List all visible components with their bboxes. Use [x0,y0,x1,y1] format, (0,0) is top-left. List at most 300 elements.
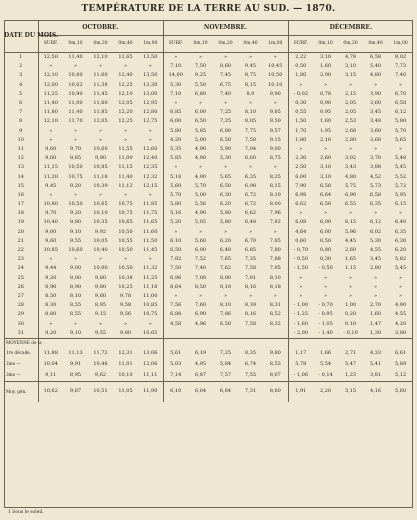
average-cell: 10,46 [93,360,108,367]
reading-cell: 8,75 [244,72,257,79]
reading-cell: 9,70 [69,145,82,152]
reading-cell: 6,58 [395,100,407,107]
reading-cell: 6,90 [194,311,207,318]
reading-cell: 2,70 [369,302,382,309]
reading-cell: 9,45 [244,63,257,70]
reading-cell: 12,95 [143,100,158,107]
reading-cell: 2,68 [344,127,357,134]
reading-cell: 11,00 [68,100,83,107]
average-cell: - 1,06 [288,370,313,382]
reading-cell: 11,25 [38,90,63,99]
empty-cell [338,338,363,348]
reading-cell: 6,20 [219,201,232,208]
reading-cell: 12,20 [118,109,133,116]
table-row [4,136,413,145]
empty-cell [88,338,113,348]
reading-cell: 10,75 [118,201,133,208]
reading-cell: 11,45 [143,247,158,254]
average-cell: 8,95 [69,371,82,378]
reading-cell: 0,78 [319,90,332,97]
reading-cell: 6,88 [163,310,188,319]
reading-cell: 9,85 [69,155,82,162]
average-cell: 5,12 [395,371,407,378]
reading-cell: » [223,100,228,107]
table-row [4,145,413,154]
reading-cell: » [288,81,313,90]
reading-cell: 6,20 [219,237,232,244]
reading-cell: 5,80 [219,210,232,217]
reading-cell: 8,00 [269,201,281,208]
reading-cell: » [163,228,188,237]
depth-header-december-0: SURF. [288,36,313,53]
reading-cell: » [349,210,353,217]
reading-cell: 9,00 [269,145,281,152]
reading-cell: » [163,53,188,63]
reading-cell: 6,12 [369,219,382,226]
reading-cell: - 0,10 [343,329,358,336]
reading-cell: » [38,127,63,136]
reading-cell: » [148,191,152,198]
reading-cell: 6,75 [219,81,232,88]
reading-cell: 5,95 [395,191,407,198]
reading-cell: » [148,136,152,143]
reading-cell: » [98,256,103,263]
reading-cell: - 1,40 [318,329,333,336]
reading-cell: 10,85 [38,246,63,255]
reading-cell: » [123,136,128,143]
reading-cell: » [324,283,328,290]
day-number: 4 [4,81,38,90]
reading-cell: 11,40 [118,173,133,180]
reading-cell: » [399,81,403,88]
reading-cell: 7,40 [194,265,207,272]
month-header-row [4,20,413,36]
reading-cell: » [73,320,78,327]
reading-cell: » [73,63,78,70]
reading-cell [188,329,213,339]
reading-cell: 6,00 [288,172,313,181]
reading-cell: 8,50 [38,292,63,301]
depth-header-november-3: 0m,40 [238,36,263,53]
reading-cell: 6,00 [194,109,207,116]
reading-cell: 6,50 [219,136,232,143]
monthly-average-row [4,381,413,402]
reading-cell: 4,78 [344,54,357,61]
reading-cell: 2,10 [319,136,332,143]
empty-cell [138,338,163,348]
reading-cell: 8,00 [219,274,232,281]
reading-cell: 2,05 [344,100,357,107]
day-number: 20 [4,228,38,237]
average-cell: 9,62 [94,371,107,378]
reading-cell: 11,18 [93,173,108,180]
reading-cell: 4,20 [395,320,407,327]
reading-cell: 5,20 [163,218,188,227]
reading-cell: 12,35 [143,164,158,171]
reading-cell: 5,70 [395,127,407,134]
reading-cell: » [399,292,403,299]
reading-cell: 2,60 [319,155,332,162]
reading-cell: 8,18 [269,283,281,290]
reading-cell: 8,52 [269,311,281,318]
reading-cell: 8,10 [244,109,257,116]
reading-cell: » [288,292,313,301]
reading-cell: 9,20 [69,210,82,217]
reading-cell: 6,64 [319,191,332,198]
reading-cell: 9,15 [94,311,107,318]
reading-cell: 0,20 [344,311,357,318]
average-cell: 7,57 [219,371,232,378]
averages-heading: MOYENNE de la [4,338,38,348]
reading-cell: 9,80 [119,329,132,336]
reading-cell: 2,60 [344,247,357,254]
reading-cell: 5,80 [163,127,188,136]
day-number: 27 [4,292,38,301]
reading-cell: 1,15 [344,265,357,272]
average-cell: 6,61 [395,349,407,356]
reading-cell: - 0,95 [318,311,333,318]
reading-cell: » [123,191,128,198]
reading-cell: 2,22 [288,53,313,63]
reading-cell: 11,12 [118,182,133,189]
reading-cell: » [248,100,253,107]
day-number: 8 [4,117,38,126]
average-cell: 5,41 [369,360,382,367]
reading-cell: 5,52 [395,173,407,180]
average-cell: 9,91 [69,360,82,367]
reading-cell: 6,35 [369,201,382,208]
day-number: 21 [4,237,38,246]
day-number: 29 [4,310,38,319]
average-cell: 5,61 [163,348,188,359]
reading-cell: 6,40 [395,219,407,226]
monthly-average-cell: 10,62 [38,381,63,402]
depth-header-row [4,36,413,53]
reading-cell: 11,18 [143,283,158,290]
page-title: TEMPÉRATURE DE LA TERRE AU SUD. — 1870. [81,4,336,14]
day-number: 2 [4,62,38,71]
reading-cell: 10,10 [93,210,108,217]
reading-cell: 4,55 [395,311,407,318]
reading-cell: » [399,274,403,281]
reading-cell: 6,85 [163,108,188,117]
table-row [4,209,413,218]
reading-cell: » [374,292,378,299]
reading-cell: » [288,274,313,283]
reading-cell: 8,10 [219,302,232,309]
reading-cell: 9,90 [94,155,107,162]
day-number: 10 [4,136,38,145]
reading-cell: 6,50 [319,201,332,208]
average-cell: 12,31 [118,349,133,356]
reading-cell: 1,80 [288,136,313,145]
reading-cell: 7,10 [163,90,188,99]
reading-cell: » [399,210,403,217]
reading-cell: 5,96 [344,228,357,235]
reading-cell: 4,90 [194,210,207,217]
reading-cell: 9,70 [38,209,63,218]
day-number: 24 [4,264,38,273]
reading-cell: » [324,274,328,281]
reading-cell: » [163,99,188,108]
reading-cell: 7,25 [219,118,232,125]
reading-cell [238,329,263,339]
reading-cell: 5,00 [194,191,207,198]
reading-cell: 5,73 [369,182,382,189]
reading-cell: » [148,320,152,327]
reading-cell: 10,10 [268,81,283,88]
reading-cell: 8,0 [246,90,255,97]
reading-cell: 9,20 [38,329,63,339]
empty-cell [388,338,413,348]
reading-cell: 12,00 [38,81,63,90]
empty-cell [63,338,88,348]
table-row [4,62,413,71]
monthly-average-cell: 4,16 [363,381,388,402]
reading-cell: 14,00 [163,71,188,80]
depth-header-november-2: 0m,20 [213,36,238,53]
reading-cell: » [349,145,353,152]
reading-cell: - 1,25 [288,310,313,319]
table-row [4,117,413,126]
depth-header-december-1: 0m,10 [313,36,338,53]
reading-cell: 6,08 [288,218,313,227]
reading-cell: 10,60 [68,247,83,254]
reading-cell: 10,62 [68,81,83,88]
reading-cell: 1,60 [319,118,332,125]
empty-cell [363,338,388,348]
reading-cell: 0,50 [319,237,332,244]
average-cell: 7,14 [163,370,188,382]
reading-cell: 7,50 [163,264,188,273]
day-number: 13 [4,163,38,172]
table-row [4,163,413,172]
reading-cell: 12,25 [118,81,133,88]
reading-cell: 6,00 [319,219,332,226]
reading-cell: 8,39 [244,302,257,309]
table-row [4,283,413,292]
reading-cell: 5,65 [219,173,232,180]
daily-readings [4,53,413,339]
reading-cell: 7,04 [244,145,257,152]
reading-cell: » [223,54,228,61]
reading-cell: 11,60 [93,72,108,79]
reading-cell: 10,50 [68,164,83,171]
monthly-average-cell: 5,60 [388,381,413,402]
reading-cell: 2,00 [319,72,332,79]
average-cell: 6,19 [194,349,207,356]
reading-cell: - 1,60 [288,319,313,328]
reading-cell: » [374,145,378,152]
reading-cell: 10,60 [93,145,108,152]
reading-cell: 6,30 [395,237,407,244]
decade-label: 3me — [4,370,38,382]
reading-cell: 7,85 [269,237,281,244]
month-header-november: NOVEMBRE. [163,20,288,36]
reading-cell: 3,15 [344,72,357,79]
reading-cell: » [198,54,203,61]
table-row [4,108,413,117]
reading-cell: 12,80 [143,109,158,116]
reading-cell: 10,75 [143,311,158,318]
reading-cell: » [288,209,313,218]
reading-cell: - 0,70 [318,302,333,309]
empty-cell [313,338,338,348]
reading-cell: 1,65 [344,256,357,263]
reading-cell: 5,80 [395,118,407,125]
depth-header-october-0: SURF. [38,36,63,53]
reading-cell: 5,60 [163,182,188,191]
depth-header-october-4: 1m,00 [138,36,163,53]
reading-cell: » [123,63,128,70]
reading-cell: 8,16 [244,311,257,318]
day-number: 15 [4,182,38,191]
reading-cell: 4,20 [163,136,188,145]
reading-cell: 10,80 [38,200,63,209]
reading-cell: 4,90 [194,145,207,152]
reading-cell: » [248,228,253,235]
day-number: 22 [4,246,38,255]
reading-cell: » [374,81,378,88]
depth-header-november-1: 0m,10 [188,36,213,53]
reading-cell: 11,20 [38,172,63,181]
reading-cell: 1,50 [288,117,313,126]
reading-cell: 11,60 [93,100,108,107]
reading-cell: 12,10 [118,90,133,97]
reading-cell: 0,80 [319,247,332,254]
reading-cell: 11,75 [143,210,158,217]
reading-cell: 6,85 [244,247,257,254]
footnote: 1 Sous le soleil. [8,510,44,515]
reading-cell [163,329,188,339]
reading-cell: 7,58 [244,320,257,327]
reading-cell: 9,44 [38,264,63,273]
reading-cell: 5,40 [369,63,382,70]
day-number: 5 [4,90,38,99]
reading-cell: 3,45 [369,109,382,116]
reading-cell: 10,50 [118,247,133,254]
reading-cell: 7,86 [219,311,232,318]
average-cell: 4,33 [369,349,382,356]
reading-cell: 11,38 [93,81,108,88]
reading-cell: 10,00 [93,265,108,272]
reading-cell: 2,80 [369,265,382,272]
reading-cell: 4,90 [194,155,207,162]
reading-cell: 10,45 [268,63,283,70]
reading-cell: 10,40 [93,247,108,254]
reading-cell: 2,15 [344,90,357,97]
reading-cell: » [163,163,188,172]
reading-cell: 5,30 [163,81,188,90]
depth-header-december-4: 1m,00 [388,36,413,53]
reading-cell: 7,81 [244,274,257,281]
monthly-average-cell: 6,84 [213,381,238,402]
reading-cell: » [374,274,378,281]
reading-cell: 8,50 [194,283,207,290]
reading-cell: 7,25 [219,109,232,116]
reading-cell: 6,96 [163,274,188,283]
reading-cell: 5,45 [395,164,407,171]
reading-cell: 13,30 [143,81,158,88]
table-row [4,81,413,90]
reading-cell: » [324,81,328,88]
reading-cell: 5,56 [194,201,207,208]
average-cell: 6,74 [244,360,257,367]
reading-cell: 8,10 [269,274,281,281]
reading-cell: » [98,320,103,327]
reading-cell: 5,80 [219,219,232,226]
reading-cell: 7,82 [163,255,188,264]
reading-cell: 11,45 [93,90,108,97]
depth-header-november-4: 1m,00 [263,36,288,53]
reading-cell: 9,80 [94,283,107,290]
reading-cell: 3,88 [369,164,382,171]
reading-cell: 9,90 [269,90,281,97]
reading-cell: 10,65 [143,329,158,336]
reading-cell: 2,53 [344,118,357,125]
average-cell: 5,54 [319,360,332,367]
reading-cell: 11,15 [118,164,133,171]
reading-cell: 0,50 [288,62,313,71]
averages-heading-row [4,338,413,348]
reading-cell: 11,55 [118,145,133,152]
reading-cell: » [123,320,128,327]
reading-cell: 0,95 [319,109,332,116]
reading-cell: 6,70 [244,237,257,244]
reading-cell: 6,58 [319,182,332,189]
reading-cell: 5,16 [163,209,188,218]
monthly-average-cell: 2,20 [313,381,338,402]
reading-cell: » [73,256,78,263]
reading-cell: 2,05 [344,109,357,116]
reading-cell: » [273,292,277,299]
reading-cell: 4,45 [344,237,357,244]
reading-cell: 3,10 [319,164,332,171]
reading-cell: 8,15 [269,182,281,189]
reading-cell: 9,15 [269,136,281,143]
day-number: 25 [4,274,38,283]
depth-header-december-3: 0m,40 [363,36,388,53]
reading-cell: 8,55 [69,311,82,318]
table-row [4,310,413,319]
average-cell: 7,25 [219,349,232,356]
monthly-average-cell: 8,60 [263,381,288,402]
reading-cell: 4,55 [369,247,382,254]
average-cell: 4,95 [194,360,207,367]
reading-cell: 5,70 [194,182,207,189]
reading-cell: 2,30 [288,154,313,163]
reading-cell: 10,38 [118,274,133,281]
day-number: 16 [4,191,38,200]
reading-cell: 0,60 [288,237,313,246]
reading-cell: 9,60 [38,154,63,163]
reading-cell: 9,55 [94,329,107,336]
reading-cell: » [273,100,277,107]
reading-cell: » [248,164,253,171]
day-number: 26 [4,283,38,292]
reading-cell: 9,60 [38,237,63,246]
average-cell: 5,03 [163,359,188,370]
reading-cell: 6,15 [395,201,407,208]
reading-cell: 6,50 [219,320,232,327]
reading-cell: » [273,54,277,61]
reading-cell: 6,72 [244,201,257,208]
reading-cell: 9,10 [69,228,82,235]
reading-cell: 6,70 [395,90,407,97]
reading-cell: » [399,145,403,152]
table-row [4,99,413,108]
table-row [4,127,413,136]
